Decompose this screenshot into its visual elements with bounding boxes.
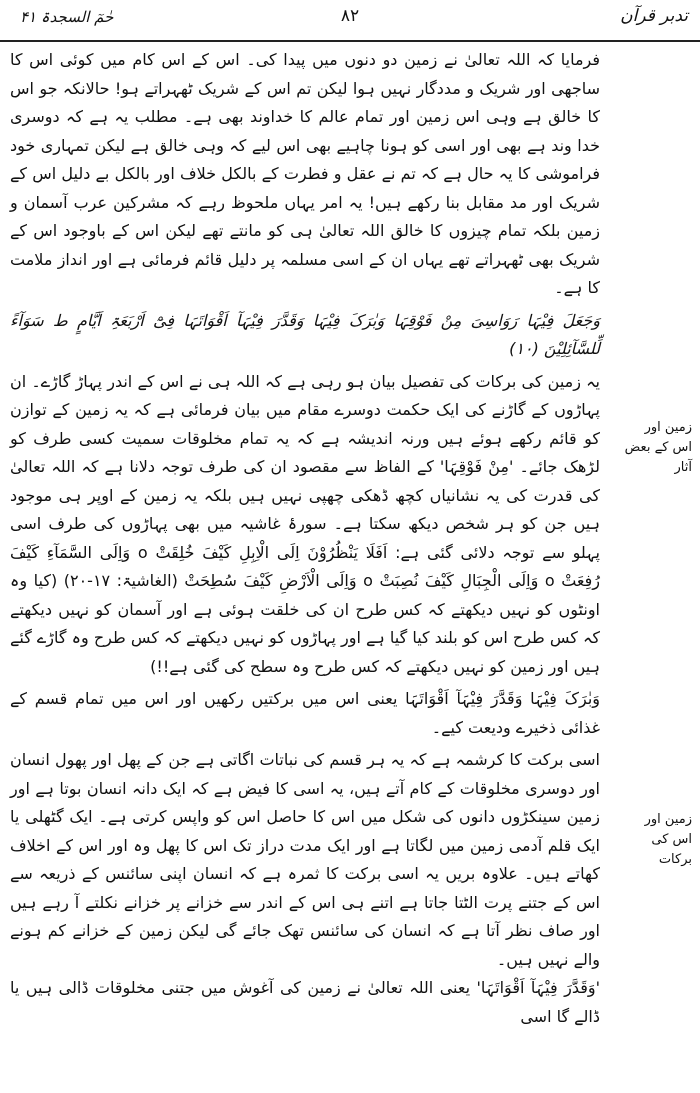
- paragraph: وَبٰرَکَ فِیْہَا وَقَدَّرَ فِیْہَآ اَقْوَاتَہَا یعنی اس میں برکتیں رکھیں اور اس میں تمام قسم کے غذائی ذخیرے ودیعت کیے۔: [10, 689, 600, 737]
- page-header: [0, 0, 700, 42]
- quran-verse: وَجَعَلَ فِیْہَا رَوَاسِیَ مِنْ فَوْقِہَا وَبٰرَکَ فِیْہَا وَقَدَّرَ فِیْہَآ اَقْوَاتَہَا فِیْٓ اَرْبَعَۃِ اَیَّامٍ ط سَوَآءً لِّلسَّآئِلِیْنَ (۱۰): [10, 310, 600, 358]
- commentary-body: [10, 46, 600, 1031]
- page-number: ۸۲: [340, 6, 360, 26]
- paragraph: فرمایا کہ اللہ تعالیٰ نے زمین دو دنوں میں پیدا کی۔ اس کے اس کام میں کوئی اس کا ساجھی اور شریک و مددگار نہیں ہوا لیکن تم اس کے شریک ٹھہراتے ہو! حالانکہ جو اس کا خالق ہے وہی اس زمین اور تمام عالم کا خداوند بھی ہے۔ مطلب یہ ہے کہ دوسری خدا وند ہے بھی اور اسی کو ہونا چاہیے بھی اس لیے کہ وہی خالق ہے لیکن تمہاری خود فراموشی کا یہ حال ہے کہ تم نے عقل و فطرت کے بالکل خلاف اور بالکل بے دلیل اس کے شریک اور مد مقابل بنا رکھے ہیں! یہ امر یہاں ملحوظ رہے کہ مشرکین عرب آسمان و زمین بلکہ تمام چیزوں کا خالق اللہ تعالیٰ ہی کو مانتے تھے لیکن اس کے باوجود اس کے شریک بھی ٹھہراتے تھے یہاں ان کے اسی مسلمہ پر دلیل قائم فرمائی ہے اور انداز ملامت کا ہے۔: [10, 50, 600, 297]
- margin-note-earth-blessings: زمین اور اس کی برکات: [644, 812, 692, 867]
- surah-title: حٰمٓ السجدۃ ۴۱: [20, 8, 114, 26]
- paragraph: اسی برکت کا کرشمہ ہے کہ یہ ہر قسم کی نباتات اگاتی ہے جن کے پھل اور پھول انسان اور دوسری مخلوقات کے کام آتے ہیں، یہ اسی کا فیض ہے کہ ایک دانہ انسان بوتا ہے اور زمین سینکڑوں دانوں کی شکل میں اس کا حاصل اس کو واپس کرتی ہے۔ ایک گٹھلی یا ایک قلم آدمی زمین میں لگاتا ہے اور ایک مدت دراز تک اس کا پھل وہ اور اس کے اخلاف کھاتے ہیں۔ علاوہ بریں یہ اسی برکت کا ثمرہ ہے کہ انسان اپنی سائنس کے ذریعہ سے اس کے جتنے پرت الٹتا جاتا ہے اتنے ہی اس کے اندر سے خزانے پر خزانے نکلتے آ رہے ہیں اور صاف نظر آتا ہے کہ انسان کی سائنس تھک جائے گی لیکن زمین کے خزانے کم ہونے والے نہیں ہیں۔: [10, 750, 600, 969]
- margin-note-earth-features: زمین اور اس کے بعض آثار: [624, 420, 692, 475]
- paragraph: 'وَقَدَّرَ فِیْہَآ اَقْوَاتَہَا' یعنی اللہ تعالیٰ نے زمین کی آغوش میں جتنی مخلوقات ڈالی ہیں یا ڈالے گا اسی: [10, 978, 600, 1026]
- paragraph: یہ زمین کی برکات کی تفصیل بیان ہو رہی ہے کہ اللہ ہی نے اس کے اندر پہاڑ گاڑے۔ ان پہاڑوں کے گاڑنے کی ایک حکمت دوسرے مقام میں بیان فرمائی ہے کہ یہ زمین کے توازن کو قائم رکھے ہوئے ہیں ورنہ اندیشہ ہے کہ یہ تمام مخلوقات سمیت کسی طرف کو لڑھک جائے۔ 'مِنْ فَوْقِہَا' کے الفاظ سے مقصود ان کی طرف توجہ دلانا ہے کہ اللہ تعالیٰ کی قدرت کی یہ نشانیاں کچھ ڈھکی چھپی نہیں ہیں بلکہ یہ زمین کے اوپر ہی موجود ہیں جن کو ہر شخص دیکھ سکتا ہے۔ سورۂ غاشیہ میں بھی پہاڑوں کی طرف اسی پہلو سے توجہ دلائی گئی ہے: اَفَلَا یَنْظُرُوْنَ اِلَی الْاِبِلِ کَیْفَ خُلِقَتْ o وَاِلَی السَّمَآءِ کَیْفَ رُفِعَتْ o وَاِلَی الْجِبَالِ کَیْفَ نُصِبَتْ o وَاِلَی الْاَرْضِ کَیْفَ سُطِحَتْ (الغاشیۃ: ۱۷-۲۰) (کیا وہ اونٹوں کو نہیں دیکھتے کہ کس طرح ان کی خلقت ہوئی ہے اور آسمان کو نہیں دیکھتے کہ کس طرح اس کو بلند کیا گیا ہے اور پہاڑوں کو نہیں دیکھتے کہ کس طرح وہ گاڑے گئے ہیں اور زمین کو نہیں دیکھتے کہ کس طرح وہ سطح کی گئی ہے!!): [10, 371, 601, 676]
- book-title: تدبر قرآن: [620, 6, 688, 26]
